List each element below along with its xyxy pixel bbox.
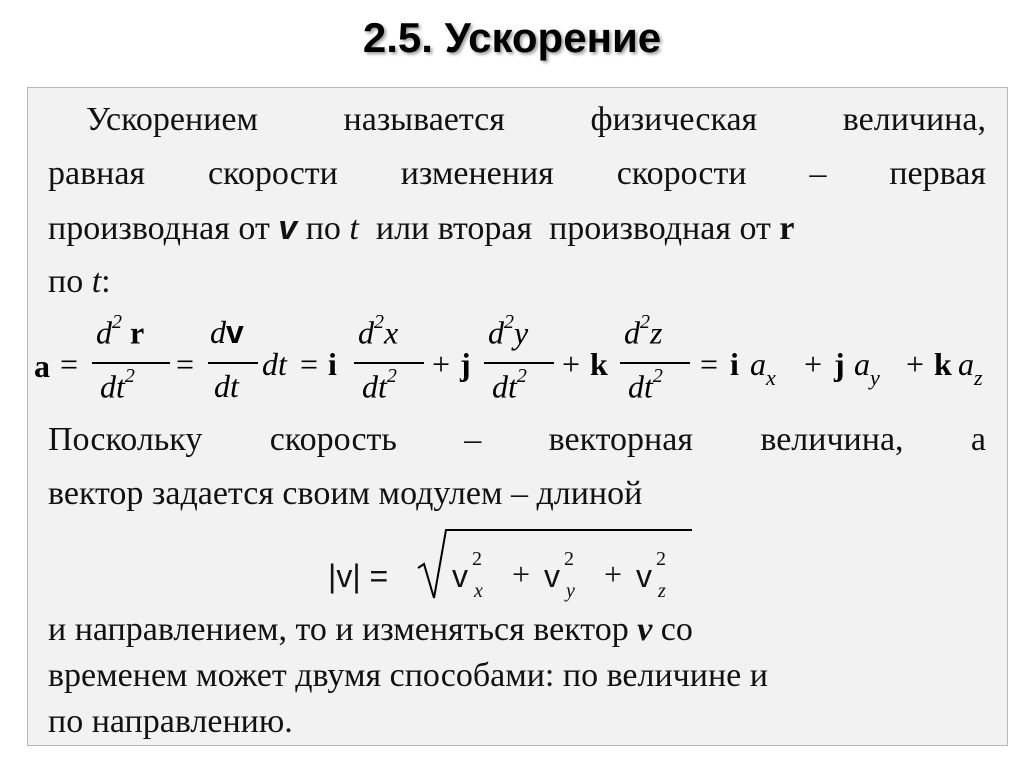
norm-vy-sup: 2 <box>564 548 574 570</box>
eq-ax: $a_x$ <box>750 346 776 390</box>
eq-frac2-den: dt <box>214 368 239 404</box>
text: : <box>101 263 111 300</box>
word: – <box>464 421 482 458</box>
eq-ay: $a_y$ <box>854 346 880 390</box>
eq-frac5-num: $d^2z$ <box>624 311 663 351</box>
frac-line <box>620 362 690 364</box>
eq-i: i <box>730 346 739 382</box>
eq-plus: + <box>432 346 451 382</box>
eq-plus: + <box>804 346 823 382</box>
paragraph1-line2 <box>48 154 986 194</box>
eq-frac4-num: $d^2y$ <box>488 311 529 351</box>
paragraph3-line1 <box>48 610 693 650</box>
word: равная <box>48 155 146 192</box>
paragraph1-line1 <box>86 100 986 140</box>
radius-vector-symbol: r <box>779 210 795 247</box>
eq-frac1-den: $dt^2$ <box>100 365 135 405</box>
acceleration-equation <box>28 308 1007 418</box>
slide-title: 2.5. Ускорение <box>362 14 662 61</box>
eq-j: j <box>460 346 471 382</box>
norm-plus: + <box>512 556 531 592</box>
eq-frac3-den: $dt^2$ <box>362 365 397 405</box>
text: производная от <box>48 210 279 247</box>
word: а <box>970 421 986 458</box>
word: называется <box>343 101 505 138</box>
eq-az: $a_z$ <box>958 346 983 390</box>
text: по <box>297 210 350 247</box>
paragraph2-line1 <box>48 420 986 460</box>
text: со <box>652 611 693 648</box>
word: скорости <box>207 155 338 192</box>
eq-plus: + <box>906 346 925 382</box>
text: и направлением, то и изменяться вектор <box>48 611 638 648</box>
word: первая <box>889 155 986 192</box>
eq-plus: + <box>562 346 581 382</box>
norm-vx-sub: x <box>474 580 483 602</box>
eq-dt: dt <box>262 346 287 382</box>
velocity-symbol: v <box>278 209 298 247</box>
eq-frac2-num: dv <box>210 314 244 350</box>
word: Ускорением <box>86 101 258 138</box>
eq-k: k <box>590 346 608 382</box>
eq-frac3-num: $d^2x$ <box>358 311 399 351</box>
eq-equals: = <box>700 346 719 382</box>
eq-i: i <box>328 346 337 382</box>
velocity-symbol: v <box>637 611 653 648</box>
time-symbol: t <box>91 263 102 300</box>
norm-vx: v <box>452 558 468 594</box>
paragraph2-line2: вектор задается своим модулем – длиной <box>48 475 643 512</box>
word: изменения <box>400 155 554 192</box>
eq-frac5-den: $dt^2$ <box>628 365 663 405</box>
frac-line <box>484 362 554 364</box>
paragraph3-line3: по направлению. <box>48 703 293 740</box>
frac-line <box>208 362 258 364</box>
norm-lhs: |v| = <box>328 558 389 594</box>
frac-line <box>92 362 170 364</box>
norm-vx-sup: 2 <box>472 548 482 570</box>
word: Поскольку <box>48 421 203 458</box>
norm-plus: + <box>604 556 623 592</box>
text: по <box>48 263 92 300</box>
word: величина, <box>760 421 904 458</box>
eq-a: a <box>34 348 50 384</box>
time-symbol: t <box>349 210 359 247</box>
word: величина, <box>842 101 986 138</box>
frac-line <box>354 362 424 364</box>
norm-vz: v <box>636 558 652 594</box>
norm-vz-sup: 2 <box>656 548 666 570</box>
word: скорости <box>616 155 747 192</box>
norm-vy-sub: y <box>566 580 575 602</box>
paragraph1-line4 <box>48 262 111 302</box>
paragraph3-line2: временем может двумя способами: по величине и <box>48 657 768 694</box>
eq-equals: = <box>176 346 195 382</box>
word: векторная <box>548 421 693 458</box>
text: или вторая производная от <box>358 210 780 247</box>
eq-equals: = <box>300 346 319 382</box>
content-box <box>27 87 1008 746</box>
norm-vy: v <box>544 558 560 594</box>
eq-j: j <box>834 346 845 382</box>
norm-vz-sub: z <box>658 580 666 602</box>
eq-k: k <box>934 346 952 382</box>
word: физическая <box>590 101 758 138</box>
paragraph1-line3 <box>48 208 986 249</box>
word: скорость <box>269 421 397 458</box>
word: – <box>809 155 827 192</box>
eq-equals: = <box>60 346 79 382</box>
eq-frac4-den: $dt^2$ <box>492 365 527 405</box>
velocity-norm-formula <box>328 524 728 604</box>
eq-frac1-num: $d^2$ r <box>96 311 145 351</box>
